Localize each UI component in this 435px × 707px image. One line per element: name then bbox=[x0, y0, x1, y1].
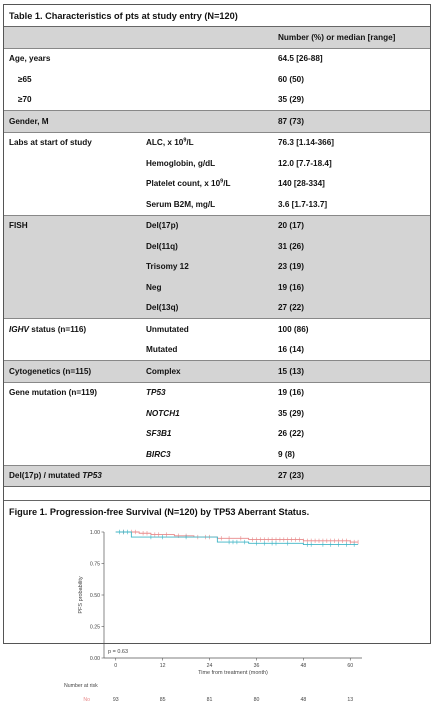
cell-label bbox=[4, 153, 141, 174]
y-axis-label: PFS probability bbox=[78, 576, 84, 614]
cell-parameter bbox=[141, 215, 273, 236]
cell-value: 26 (22) bbox=[278, 429, 304, 439]
cell-label bbox=[4, 403, 141, 424]
cell-label bbox=[4, 174, 141, 195]
cell-label bbox=[4, 361, 141, 383]
cell-parameter-text: ALC, x 10 bbox=[146, 138, 184, 148]
table-row bbox=[4, 319, 430, 340]
risk-table-title: Number at risk bbox=[64, 683, 98, 689]
cell-label bbox=[4, 111, 141, 133]
cell-label bbox=[4, 69, 141, 90]
cell-value: 15 (13) bbox=[273, 361, 430, 383]
cell-value: 64.5 [26-88] bbox=[273, 48, 430, 69]
table-row bbox=[4, 424, 430, 445]
cell-label bbox=[4, 236, 141, 257]
y-tick-label: 0.00 bbox=[89, 655, 100, 662]
cell-parameter bbox=[141, 424, 273, 445]
cell-value: 12.0 [7.7-18.4] bbox=[278, 158, 332, 168]
table-row bbox=[4, 340, 430, 361]
cell-label bbox=[4, 277, 141, 298]
table-row bbox=[4, 111, 430, 133]
cell-value: 23 (19) bbox=[273, 257, 430, 278]
cell-label bbox=[4, 48, 141, 69]
table-header-row bbox=[4, 27, 430, 48]
cell-parameter-text: Del(11q) bbox=[146, 241, 178, 251]
cell-label-text: Del(17p) / mutated bbox=[9, 471, 83, 481]
x-tick-label: 36 bbox=[253, 663, 260, 669]
table-row bbox=[4, 361, 430, 383]
cell-parameter-text: Serum B2M, mg/L bbox=[146, 199, 216, 209]
cell-label bbox=[4, 319, 141, 340]
cell-value: 87 (73) bbox=[273, 111, 430, 133]
p-value: p = 0.63 bbox=[108, 649, 129, 655]
risk-count: 93 bbox=[112, 697, 119, 702]
cell-parameter-text: Mutated bbox=[146, 345, 178, 355]
unit-suffix: /L bbox=[223, 179, 231, 189]
cell-value: 140 [28-334] bbox=[278, 179, 325, 189]
table-row bbox=[4, 298, 430, 319]
cell-parameter bbox=[141, 444, 273, 465]
cell-value: 27 (22) bbox=[273, 298, 430, 319]
cell-parameter-text: Platelet count, x 10 bbox=[146, 179, 221, 189]
cell-parameter-text: Del(13q) bbox=[146, 303, 179, 313]
cell-label bbox=[4, 444, 141, 465]
cell-parameter bbox=[141, 465, 273, 487]
cell-parameter bbox=[141, 194, 273, 215]
document-frame bbox=[3, 4, 431, 702]
table-row bbox=[4, 90, 430, 111]
table-row bbox=[4, 69, 430, 90]
cell-label bbox=[4, 382, 141, 403]
cell-label bbox=[4, 194, 141, 215]
cell-parameter bbox=[141, 48, 273, 69]
cell-label-text: Cytogenetics (n=115) bbox=[9, 366, 92, 376]
gene-italic: BIRC3 bbox=[146, 449, 171, 459]
cell-value: 20 (17) bbox=[273, 215, 430, 236]
superscript: 9 bbox=[183, 137, 187, 144]
x-tick-label: 0 bbox=[114, 663, 118, 669]
cell-label bbox=[4, 465, 141, 487]
risk-row-label: No bbox=[83, 697, 90, 702]
cell-parameter bbox=[141, 277, 273, 298]
cell-value: 35 (29) bbox=[278, 408, 304, 418]
y-tick-label: 0.25 bbox=[89, 624, 100, 631]
table-row bbox=[4, 403, 430, 424]
y-tick-label: 1.00 bbox=[89, 529, 100, 536]
table-row bbox=[4, 153, 430, 174]
cell-label-text: Gene mutation (n=119) bbox=[9, 388, 98, 398]
table-row bbox=[4, 48, 430, 69]
cell-parameter bbox=[141, 319, 273, 340]
x-tick-label: 60 bbox=[347, 663, 354, 669]
cell-label-text: Age, years bbox=[9, 54, 51, 64]
cell-label-text: FISH bbox=[9, 221, 28, 231]
cell-label-text: Labs at start of study bbox=[9, 138, 92, 148]
risk-count: 80 bbox=[253, 697, 260, 702]
cell-label bbox=[4, 90, 141, 111]
cell-parameter bbox=[141, 298, 273, 319]
cell-value: 27 (23) bbox=[273, 465, 430, 487]
cell-label-text: status (n=116) bbox=[29, 324, 87, 334]
cell-parameter bbox=[141, 90, 273, 111]
cell-parameter-text: Complex bbox=[146, 366, 181, 376]
cell-value: 76.3 [1.14-366] bbox=[273, 132, 430, 153]
superscript: 9 bbox=[220, 178, 224, 185]
cell-value: 3.6 [1.7-13.7] bbox=[278, 199, 328, 209]
characteristics-table bbox=[4, 27, 430, 487]
risk-count: 48 bbox=[300, 697, 307, 702]
cell-value: 100 (86) bbox=[273, 319, 430, 340]
table-row bbox=[4, 465, 430, 487]
cell-parameter bbox=[141, 236, 273, 257]
cell-label-text: Gender, M bbox=[9, 116, 49, 126]
table-row bbox=[4, 257, 430, 278]
cell-parameter bbox=[141, 174, 273, 195]
gene-italic: TP53 bbox=[146, 388, 166, 398]
y-tick-label: 0.50 bbox=[89, 592, 100, 599]
table-row bbox=[4, 174, 430, 195]
risk-count: 81 bbox=[206, 697, 213, 702]
figure-title: Figure 1. Progression-free Survival (N=120) by TP53 Aberrant Status. bbox=[9, 506, 310, 517]
cell-parameter bbox=[141, 132, 273, 153]
cell-parameter-text: Neg bbox=[146, 282, 162, 292]
cell-value: 9 (8) bbox=[278, 449, 295, 459]
risk-count: 13 bbox=[347, 697, 354, 702]
gene-italic: IGHV bbox=[9, 324, 30, 334]
table-row bbox=[4, 382, 430, 403]
cell-label bbox=[4, 298, 141, 319]
cell-parameter-text: Del(17p) bbox=[146, 221, 179, 231]
pfs-figure bbox=[4, 522, 430, 702]
cell-label-text: ≥70 bbox=[18, 95, 32, 105]
cell-label bbox=[4, 27, 141, 48]
cell-value: 60 (50) bbox=[278, 74, 304, 84]
cell-parameter bbox=[141, 153, 273, 174]
cell-label-text: ≥65 bbox=[18, 74, 32, 84]
cell-label bbox=[4, 424, 141, 445]
cell-value: 16 (14) bbox=[278, 345, 304, 355]
cell-parameter bbox=[141, 69, 273, 90]
table-row bbox=[4, 215, 430, 236]
table-row bbox=[4, 194, 430, 215]
cell-label bbox=[4, 257, 141, 278]
section-gap bbox=[4, 487, 430, 501]
table-title: Table 1. Characteristics of pts at study entry (N=120) bbox=[4, 5, 430, 27]
x-tick-label: 24 bbox=[206, 663, 213, 669]
cell-parameter bbox=[141, 361, 273, 383]
column-header: Number (%) or median [range] bbox=[273, 27, 430, 48]
km-chart bbox=[4, 522, 430, 702]
cell-parameter-text: Trisomy 12 bbox=[146, 262, 189, 272]
cell-value: 19 (16) bbox=[273, 382, 430, 403]
cell-parameter-text: Unmutated bbox=[146, 324, 189, 334]
cell-label bbox=[4, 215, 141, 236]
cell-value: 31 (26) bbox=[273, 236, 430, 257]
cell-label bbox=[4, 132, 141, 153]
y-tick-label: 0.75 bbox=[89, 561, 100, 568]
gene-italic: SF3B1 bbox=[146, 429, 172, 439]
cell-value: 19 (16) bbox=[273, 277, 430, 298]
table-row bbox=[4, 277, 430, 298]
cell-parameter-text: Hemoglobin, g/dL bbox=[146, 158, 216, 168]
cell-parameter bbox=[141, 27, 273, 48]
cell-value: 35 (29) bbox=[278, 95, 304, 105]
x-axis-label: Time from treatment (month) bbox=[198, 670, 268, 676]
cell-label bbox=[4, 340, 141, 361]
gene-italic: NOTCH1 bbox=[146, 408, 180, 418]
gene-italic: TP53 bbox=[82, 471, 102, 481]
cell-parameter bbox=[141, 382, 273, 403]
table-row bbox=[4, 236, 430, 257]
cell-parameter bbox=[141, 111, 273, 133]
x-tick-label: 12 bbox=[159, 663, 166, 669]
unit-suffix: /L bbox=[186, 138, 194, 148]
cell-parameter bbox=[141, 403, 273, 424]
table-row bbox=[4, 132, 430, 153]
risk-count: 85 bbox=[159, 697, 166, 702]
table-row bbox=[4, 444, 430, 465]
x-tick-label: 48 bbox=[300, 663, 307, 669]
cell-parameter bbox=[141, 257, 273, 278]
cell-parameter bbox=[141, 340, 273, 361]
